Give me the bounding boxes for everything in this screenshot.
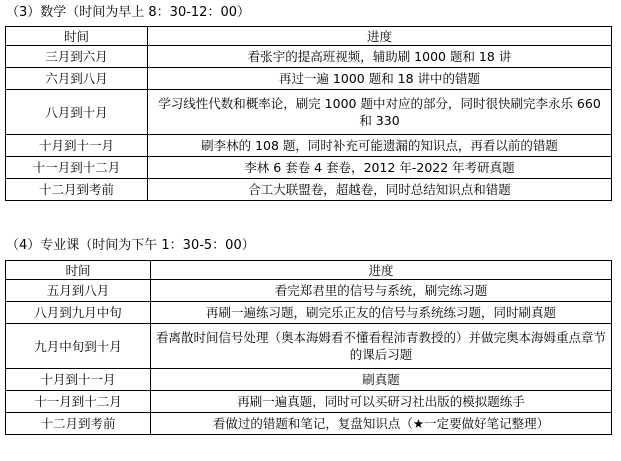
table-row <box>6 135 612 157</box>
table-row <box>6 413 612 435</box>
progress-cell: 学习线性代数和概率论，刷完 1000 题中对应的部分，同时很快刷完李永乐 660 和 330 <box>148 90 612 135</box>
table-row <box>6 68 612 90</box>
time-header: 时间 <box>6 261 151 280</box>
time-cell: 五月到八月 <box>6 280 151 302</box>
time-cell: 十一月到十二月 <box>6 157 148 179</box>
progress-cell: 看做过的错题和笔记，复盘知识点（★一定要做好笔记整理） <box>151 413 612 435</box>
progress-cell: 再刷一遍真题，同时可以买研习社出版的模拟题练手 <box>151 391 612 413</box>
major-schedule-table <box>5 260 612 435</box>
time-cell: 八月到十月 <box>6 90 148 135</box>
table-row <box>6 324 612 369</box>
table-header-row <box>6 27 612 46</box>
time-cell: 十月到十一月 <box>6 369 151 391</box>
table-row <box>6 46 612 68</box>
math-section-title: （3）数学（时间为早上 8：30-12：00） <box>6 5 250 20</box>
progress-cell: 李林 6 套卷 4 套卷，2012 年-2022 年考研真题 <box>148 157 612 179</box>
progress-cell: 再刷一遍练习题，刷完乐正友的信号与系统练习题，同时刷真题 <box>151 302 612 324</box>
time-cell: 十月到十一月 <box>6 135 148 157</box>
math-schedule-table <box>5 26 612 201</box>
time-cell: 十二月到考前 <box>6 413 151 435</box>
time-cell: 八月到九月中旬 <box>6 302 151 324</box>
progress-cell: 看完郑君里的信号与系统，刷完练习题 <box>151 280 612 302</box>
time-cell: 十一月到十二月 <box>6 391 151 413</box>
table-row <box>6 280 612 302</box>
table-row <box>6 179 612 201</box>
time-cell: 三月到六月 <box>6 46 148 68</box>
progress-cell: 看张宇的提高班视频，辅助刷 1000 题和 18 讲 <box>148 46 612 68</box>
time-header: 时间 <box>6 27 148 46</box>
time-cell: 六月到八月 <box>6 68 148 90</box>
table-header-row <box>6 261 612 280</box>
time-cell: 九月中旬到十月 <box>6 324 151 369</box>
time-cell: 十二月到考前 <box>6 179 148 201</box>
progress-cell: 刷真题 <box>151 369 612 391</box>
table-row <box>6 391 612 413</box>
table-row <box>6 157 612 179</box>
progress-header: 进度 <box>151 261 612 280</box>
progress-cell: 再过一遍 1000 题和 18 讲中的错题 <box>148 68 612 90</box>
progress-cell: 刷李林的 108 题，同时补充可能遗漏的知识点，再看以前的错题 <box>148 135 612 157</box>
table-row <box>6 90 612 135</box>
major-section-title: （4）专业课（时间为下午 1：30-5：00） <box>6 238 255 253</box>
progress-cell: 看离散时间信号处理（奥本海姆看不懂看程沛青教授的）并做完奥本海姆重点章节的课后习题 <box>151 324 612 369</box>
progress-cell: 合工大联盟卷，超越卷，同时总结知识点和错题 <box>148 179 612 201</box>
table-row <box>6 302 612 324</box>
progress-header: 进度 <box>148 27 612 46</box>
table-row <box>6 369 612 391</box>
